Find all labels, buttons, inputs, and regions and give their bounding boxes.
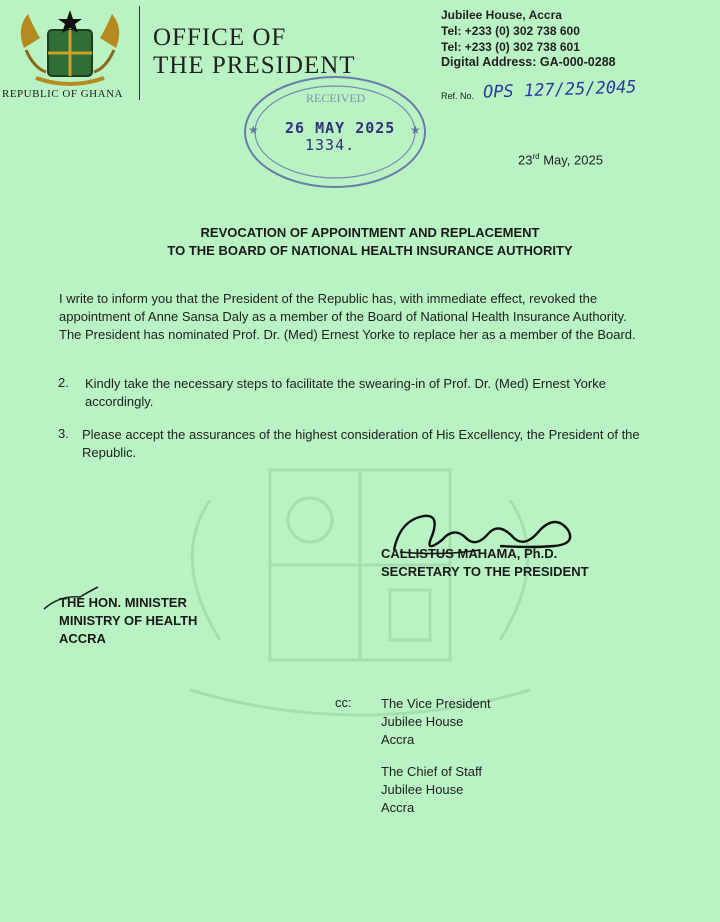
body-paragraph-1: I write to inform you that the President of the Republic has, with immediate effect, revoked the appointment of Anne Sansa Daly as a member of the Board of National Health Insurance Authority. The President has nominated Prof. Dr. (Med) Ernest Yorke to replace her as a member of the Board. [59,291,636,342]
svg-text:★: ★ [410,123,421,137]
cc-entry-line1: The Vice President [381,696,491,711]
office-title-line2: THE PRESIDENT [153,52,356,79]
cc-entry [381,695,491,749]
cc-entry-line1: The Chief of Staff [381,764,482,779]
date-suffix: rd [532,152,540,161]
cc-entry [381,763,482,817]
stamp-number: 1334. [305,136,356,154]
coat-of-arms-watermark [150,440,570,740]
recipient-line1: THE HON. MINISTER [59,595,187,610]
subject-line1: REVOCATION OF APPOINTMENT AND REPLACEMENT [200,225,540,240]
date-rest: May, 2025 [539,152,603,168]
recipient-line2: MINISTRY OF HEALTH [59,613,198,628]
paragraph-3-number: 3. [58,426,69,441]
ghana-coat-of-arms-logo [14,8,126,88]
subject-heading [80,224,660,260]
contact-block [441,7,580,55]
letter-date [518,152,603,167]
subject-line2: TO THE BOARD OF NATIONAL HEALTH INSURANCE AUTHORITY [167,243,573,258]
recipient-block [59,594,197,648]
date-day: 23 [518,152,533,168]
signatory-name: CALLISTUS MAHAMA, Ph.D. [381,546,558,561]
stamp-date: 26 MAY 2025 [285,119,396,137]
letterhead-divider [139,6,140,100]
digital-address: Digital Address: GA-000-0288 [441,55,616,69]
ref-label: Ref. No. [441,91,475,101]
svg-text:★: ★ [248,123,259,137]
cc-entry-line3: Accra [381,732,415,747]
cc-entry-line3: Accra [381,800,415,815]
telephone-2: Tel: +233 (0) 302 738 601 [441,40,580,54]
svg-text:RECEIVED: RECEIVED [306,91,366,105]
signatory-block [381,545,589,581]
republic-of-ghana-label: REPUBLIC OF GHANA [2,88,123,100]
address-line: Jubilee House, Accra [441,8,562,22]
cc-entry-line2: Jubilee House [381,782,464,797]
body-paragraph-3: Please accept the assurances of the highest consideration of His Excellency, the President of the Republic. [82,427,640,460]
telephone-1: Tel: +233 (0) 302 738 600 [441,24,580,38]
recipient-line3: ACCRA [59,631,106,646]
paragraph-2-number: 2. [58,375,69,390]
body-paragraph-2: Kindly take the necessary steps to facilitate the swearing-in of Prof. Dr. (Med) Ernest Yorke accordingly. [85,376,606,409]
cc-entry-line2: Jubilee House [381,714,464,729]
ref-number-handwritten: OPS 127/25/2045 [482,77,637,103]
cc-label: cc: [335,695,352,710]
signatory-title: SECRETARY TO THE PRESIDENT [381,564,589,579]
office-title-line1: OFFICE OF [153,24,287,51]
